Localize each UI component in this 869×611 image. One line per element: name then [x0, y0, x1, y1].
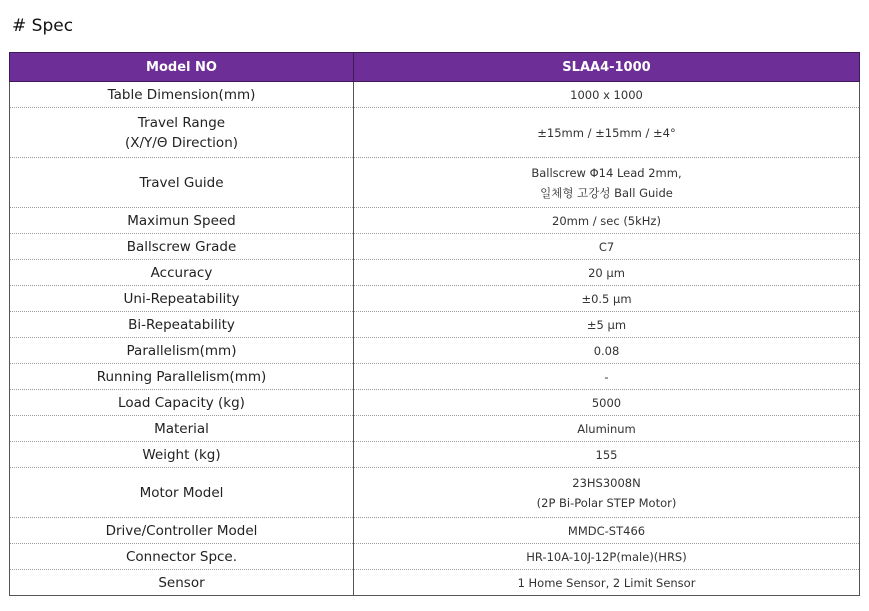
spec-label-cell	[10, 442, 354, 468]
spec-value-cell	[354, 312, 860, 338]
spec-label-cell	[10, 108, 354, 158]
spec-value-cell	[354, 416, 860, 442]
spec-label-cell	[10, 570, 354, 596]
table-row	[10, 570, 860, 596]
spec-value-text: 1 Home Sensor, 2 Limit Sensor	[517, 575, 696, 590]
spec-label-cell	[10, 364, 354, 390]
spec-value-text: ±0.5 μm	[581, 291, 632, 306]
spec-label-text: Sensor	[158, 574, 205, 591]
spec-label-text: Maximun Speed	[127, 212, 236, 229]
spec-label-cell	[10, 82, 354, 108]
spec-value-text: (2P Bi-Polar STEP Motor)	[536, 495, 677, 510]
spec-value-text: Aluminum	[577, 421, 636, 436]
spec-value-cell	[354, 208, 860, 234]
table-row	[10, 312, 860, 338]
spec-value-cell	[354, 468, 860, 518]
spec-value-cell	[354, 570, 860, 596]
spec-value-text: 23HS3008N	[572, 475, 641, 490]
spec-label-cell	[10, 544, 354, 570]
spec-value-text: Ballscrew Φ14 Lead 2mm,	[531, 165, 682, 180]
spec-label-text: Uni-Repeatability	[123, 290, 240, 307]
spec-label-text: (X/Y/Θ Direction)	[124, 134, 239, 151]
spec-value-cell	[354, 158, 860, 208]
table-row	[10, 286, 860, 312]
spec-label-cell	[10, 416, 354, 442]
header-label-cell: Model NO	[10, 53, 354, 82]
spec-label-cell	[10, 158, 354, 208]
spec-value-text: MMDC-ST466	[567, 523, 646, 538]
spec-value-text: 0.08	[593, 343, 620, 358]
table-row	[10, 260, 860, 286]
spec-value-text: 일체형 고강성 Ball Guide	[540, 185, 673, 200]
spec-value-text: C7	[598, 239, 615, 254]
spec-label-text: Motor Model	[139, 484, 224, 501]
spec-value-text: 1000 x 1000	[570, 87, 643, 102]
spec-value-cell	[354, 390, 860, 416]
spec-value-cell	[354, 286, 860, 312]
spec-value-text: ±5 μm	[586, 317, 627, 332]
table-row	[10, 338, 860, 364]
header-value-cell: SLAA4-1000	[354, 53, 860, 82]
spec-value-cell	[354, 364, 860, 390]
table-row	[10, 158, 860, 208]
spec-label-text: Table Dimension(mm)	[107, 86, 256, 103]
spec-label-text: Material	[154, 420, 209, 437]
spec-value-cell	[354, 260, 860, 286]
spec-value-text: 20mm / sec (5kHz)	[552, 213, 661, 228]
table-row	[10, 208, 860, 234]
spec-value-cell	[354, 544, 860, 570]
spec-value-text: 20 μm	[588, 265, 625, 280]
table-row	[10, 468, 860, 518]
spec-label-text: Travel Guide	[139, 174, 224, 191]
spec-label-text: Connector Spce.	[125, 548, 238, 565]
spec-value-text: ±15mm / ±15mm / ±4°	[537, 125, 676, 140]
spec-value-text: 5000	[591, 395, 622, 410]
spec-label-cell	[10, 312, 354, 338]
spec-table-body	[10, 82, 860, 596]
spec-value-cell	[354, 338, 860, 364]
spec-value-cell	[354, 518, 860, 544]
spec-label-cell	[10, 338, 354, 364]
spec-value-cell	[354, 82, 860, 108]
spec-label-text: Travel Range	[137, 114, 226, 131]
table-row	[10, 442, 860, 468]
spec-header-row	[10, 53, 860, 82]
spec-label-text: Parallelism(mm)	[126, 342, 237, 359]
spec-value-cell	[354, 234, 860, 260]
spec-value-cell	[354, 442, 860, 468]
spec-label-cell	[10, 234, 354, 260]
table-row	[10, 234, 860, 260]
spec-label-cell	[10, 260, 354, 286]
table-row	[10, 364, 860, 390]
spec-label-text: Load Capacity (kg)	[118, 394, 245, 411]
spec-label-text: Drive/Controller Model	[105, 522, 258, 539]
table-row	[10, 390, 860, 416]
spec-label-text: Ballscrew Grade	[126, 238, 237, 255]
spec-label-cell	[10, 518, 354, 544]
spec-value-text: HR-10A-10J-12P(male)(HRS)	[526, 549, 687, 564]
spec-value-text: -	[604, 369, 609, 384]
spec-label-text: Running Parallelism(mm)	[96, 368, 267, 385]
page-heading: # Spec	[12, 16, 74, 36]
table-row	[10, 518, 860, 544]
table-row	[10, 416, 860, 442]
table-row	[10, 82, 860, 108]
spec-label-cell	[10, 468, 354, 518]
spec-label-text: Bi-Repeatability	[128, 316, 235, 333]
spec-label-cell	[10, 390, 354, 416]
spec-value-text: 155	[595, 447, 618, 462]
spec-label-cell	[10, 208, 354, 234]
spec-value-cell	[354, 108, 860, 158]
spec-label-text: Accuracy	[150, 264, 213, 281]
spec-label-text: Weight (kg)	[142, 446, 221, 463]
spec-label-cell	[10, 286, 354, 312]
table-row	[10, 108, 860, 158]
table-row	[10, 544, 860, 570]
spec-table	[9, 52, 860, 596]
